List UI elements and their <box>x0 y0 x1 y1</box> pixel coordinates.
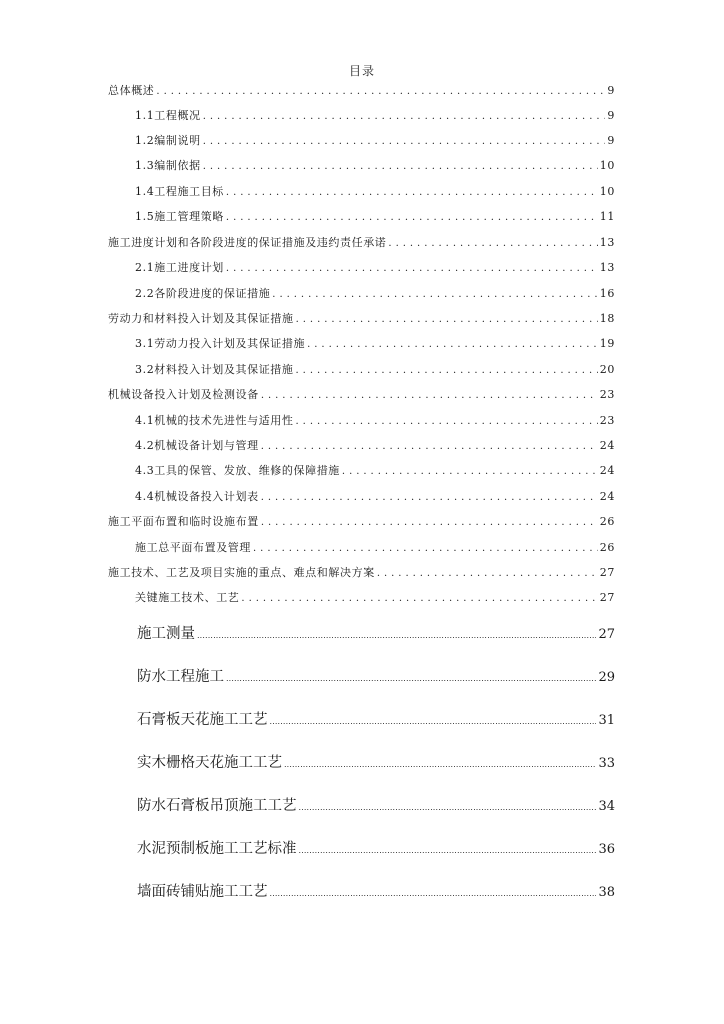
leader-dots <box>241 593 597 604</box>
toc-entry[interactable] <box>108 310 615 326</box>
toc-entry[interactable] <box>137 880 615 901</box>
leader-dots <box>226 187 598 198</box>
toc-page-number: 9 <box>607 109 615 122</box>
leader-dots <box>377 568 598 579</box>
toc-entry-label: 3.2材料投入计划及其保证措施 <box>135 363 294 376</box>
toc-page-number: 18 <box>599 312 615 325</box>
leader-dots <box>296 314 598 325</box>
leader-dots <box>261 517 598 528</box>
leader-dots <box>261 492 598 503</box>
toc-entry-label: 实木栅格天花施工工艺 <box>137 755 282 771</box>
toc-entry[interactable] <box>137 665 615 686</box>
toc-entry-label: 关键施工技术、工艺 <box>135 591 240 604</box>
toc-page-number: 26 <box>599 541 615 554</box>
toc-entry-label: 机械设备投入计划及检测设备 <box>108 388 259 401</box>
toc-entry-label: 2.1施工进度计划 <box>135 261 224 274</box>
leader-dots <box>299 846 597 855</box>
leader-dots <box>296 365 598 376</box>
toc-page-number: 26 <box>599 515 615 528</box>
toc-entry[interactable] <box>135 208 615 224</box>
toc-page-number: 9 <box>607 134 615 147</box>
toc-entry[interactable] <box>108 513 615 529</box>
toc-page-number: 27 <box>599 591 615 604</box>
toc-page-number: 19 <box>599 337 615 350</box>
toc-entry[interactable] <box>108 82 615 98</box>
toc-entry-label: 石膏板天花施工工艺 <box>137 712 268 728</box>
toc-page-number: 36 <box>598 842 615 857</box>
toc-page-number: 11 <box>599 210 615 223</box>
toc-entry-label: 施工总平面布置及管理 <box>135 541 251 554</box>
leader-dots <box>203 161 598 172</box>
toc-entry[interactable] <box>135 259 615 275</box>
toc-entry[interactable] <box>108 234 615 250</box>
toc-entry-label: 1.3编制依据 <box>135 159 201 172</box>
toc-page-number: 13 <box>599 236 615 249</box>
leader-dots <box>299 803 597 812</box>
toc-entry-label: 劳动力和材料投入计划及其保证措施 <box>108 312 294 325</box>
leader-dots <box>203 111 606 122</box>
toc-page-number: 27 <box>598 627 615 642</box>
toc-entry-label: 4.3工具的保管、发放、维修的保障措施 <box>135 464 340 477</box>
toc-page-number: 23 <box>599 388 615 401</box>
leader-dots <box>203 136 606 147</box>
toc-page-number: 27 <box>599 566 615 579</box>
toc-entry-label: 施工技术、工艺及项目实施的重点、难点和解决方案 <box>108 566 375 579</box>
toc-page-number: 38 <box>598 885 615 900</box>
leader-dots <box>226 212 598 223</box>
toc-entry-label: 水泥预制板施工工艺标准 <box>137 841 297 857</box>
leader-dots <box>388 238 597 249</box>
leader-dots <box>296 416 598 427</box>
leader-dots <box>226 674 596 683</box>
toc-entry[interactable] <box>137 708 615 729</box>
toc-entry[interactable] <box>135 437 615 453</box>
toc-entry-label: 4.2机械设备计划与管理 <box>135 439 259 452</box>
leader-dots <box>156 86 605 97</box>
toc-entry[interactable] <box>135 412 615 428</box>
toc-entry-label: 3.1劳动力投入计划及其保证措施 <box>135 337 306 350</box>
toc-entry[interactable] <box>135 462 615 478</box>
toc-entry-label: 墙面砖铺贴施工工艺 <box>137 884 268 900</box>
leader-dots <box>197 631 596 640</box>
toc-page-number: 31 <box>598 713 615 728</box>
toc-entry-label: 1.4工程施工目标 <box>135 185 224 198</box>
toc-entry-label: 总体概述 <box>108 84 155 97</box>
toc-entry[interactable] <box>135 335 615 351</box>
toc-page-number: 24 <box>599 464 615 477</box>
toc-entry-label: 4.1机械的技术先进性与适用性 <box>135 414 294 427</box>
toc-entry-label: 施工测量 <box>137 626 195 642</box>
toc-entry[interactable] <box>135 488 615 504</box>
toc-entry[interactable] <box>135 107 615 123</box>
toc-entry[interactable] <box>135 361 615 377</box>
toc-page-number: 13 <box>599 261 615 274</box>
toc-entry[interactable] <box>108 386 615 402</box>
toc-title: 目录 <box>348 64 375 78</box>
toc-page-number: 24 <box>599 439 615 452</box>
toc-entry-label: 2.2各阶段进度的保证措施 <box>135 287 271 300</box>
toc-page-number: 20 <box>599 363 615 376</box>
leader-dots <box>261 390 598 401</box>
toc-entry-label: 施工进度计划和各阶段进度的保证措施及违约责任承诺 <box>108 236 387 249</box>
toc-page-number: 16 <box>599 287 615 300</box>
toc-page-number: 29 <box>598 670 615 685</box>
toc-entry-label: 施工平面布置和临时设施布置 <box>108 515 259 528</box>
toc-entry[interactable] <box>137 622 615 643</box>
leader-dots <box>270 717 597 726</box>
toc-entry-label: 4.4机械设备投入计划表 <box>135 490 259 503</box>
toc-entry[interactable] <box>137 751 615 772</box>
toc-entry[interactable] <box>108 564 615 580</box>
toc-page-number: 34 <box>598 799 615 814</box>
toc-entry-label: 1.5施工管理策略 <box>135 210 224 223</box>
leader-dots <box>272 289 598 300</box>
toc-entry[interactable] <box>135 183 615 199</box>
toc-entry[interactable] <box>135 157 615 173</box>
toc-page-number: 10 <box>599 185 615 198</box>
toc-page-number: 23 <box>599 414 615 427</box>
leader-dots <box>253 543 598 554</box>
toc-entry[interactable] <box>137 837 615 858</box>
toc-entry[interactable] <box>135 132 615 148</box>
leader-dots <box>307 339 598 350</box>
toc-entry[interactable] <box>135 539 615 555</box>
leader-dots <box>261 441 598 452</box>
toc-entry-label: 1.1工程概况 <box>135 109 201 122</box>
toc-page-number: 33 <box>598 756 615 771</box>
toc-page-number: 9 <box>607 84 615 97</box>
toc-page-number: 10 <box>599 159 615 172</box>
toc-entry-label: 防水石膏板吊顶施工工艺 <box>137 798 297 814</box>
toc-entry[interactable] <box>135 589 615 605</box>
leader-dots <box>342 466 598 477</box>
leader-dots <box>270 889 597 898</box>
toc-entry[interactable] <box>135 285 615 301</box>
toc-entry-label: 防水工程施工 <box>137 669 224 685</box>
toc-entry[interactable] <box>137 794 615 815</box>
toc-entry-label: 1.2编制说明 <box>135 134 201 147</box>
toc-page-number: 24 <box>599 490 615 503</box>
leader-dots <box>226 263 598 274</box>
leader-dots <box>284 760 596 769</box>
